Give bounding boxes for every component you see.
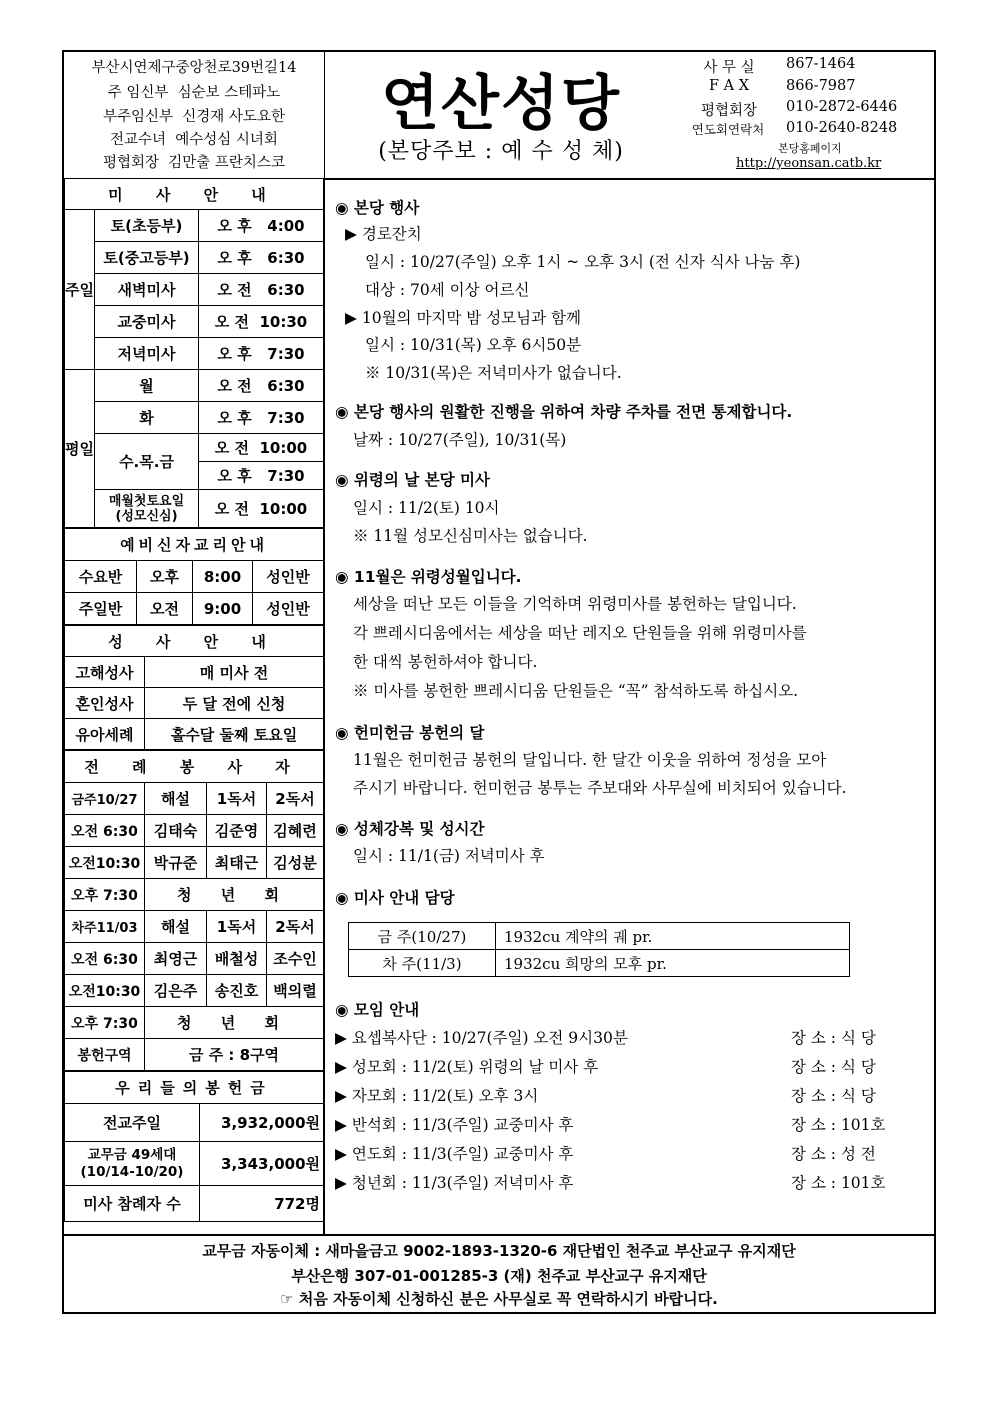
mass-schedule-table [64,178,324,528]
meeting-item: ▶ 청년회 : 11/3(주일) 저녁미사 후 장 소 : 101호 [335,1174,886,1192]
ministry-col: 해설 [145,911,207,943]
bulletin-page [62,50,936,1314]
offering-label: 교무금 49세대 (10/14-10/20) [65,1142,200,1186]
ministry-group: 청 년 회 [145,879,324,911]
ministry-person: 김은주 [145,975,207,1007]
notice-line: 날짜 : 10/27(주일), 10/31(목) [353,431,567,449]
notice-heading: ◉ 헌미헌금 봉헌의 달 [335,724,485,742]
footer-line: ☞ 처음 자동이체 신청하신 분은 사무실로 꼭 연락하시기 바랍니다. [280,1290,718,1308]
mass-time: 오 후 6:30 [199,242,324,274]
ministry-table [64,750,324,1071]
catechumen-title: 예비신자교리안내 [65,529,324,561]
ministry-person: 배철성 [207,943,267,975]
ministry-time: 오전10:30 [65,847,145,879]
notice-line: ※ 11월 성모신심미사는 없습니다. [353,527,588,545]
left-sidebar [64,178,325,1234]
class-ampm: 오전 [137,593,193,625]
notice-line: ▶ 10월의 마지막 밤 성모님과 함께 [345,309,581,327]
meeting-item: ▶ 요셉복사단 : 10/27(주일) 오전 9시30분 장 소 : 식 당 [335,1029,876,1047]
sacrament-name: 혼인성사 [65,688,145,719]
offering-table [64,1071,324,1222]
mass-name: 새벽미사 [95,274,199,306]
ministry-week: 차주11/03 [65,911,145,943]
notice-heading: ◉ 11월은 위령성월입니다. [335,568,522,586]
offering-area-value: 금 주 : 8구역 [145,1039,324,1071]
ministry-person: 김혜련 [267,815,324,847]
notice-line: ※ 미사를 봉헌한 쁘레시디움 단원들은 “꼭” 참석하도록 하십시오. [353,682,799,700]
mass-name: 토(초등부) [95,210,199,242]
sacrament-value: 홀수달 둘째 토요일 [145,719,324,750]
class-name: 수요반 [65,561,137,593]
notice-line: ※ 10/31(목)은 저녁미사가 없습니다. [365,364,622,382]
homepage-label: 본당홈페이지 [778,142,842,155]
mass-name: 토(중고등부) [95,242,199,274]
meeting-item: ▶ 반석회 : 11/3(주일) 교중미사 후 장 소 : 101호 [335,1116,886,1134]
ministry-col: 2독서 [267,783,324,815]
notice-line: 각 쁘레시디움에서는 세상을 떠난 레지오 단원들을 위해 위령미사를 [353,624,807,642]
mass-time: 오 후 4:00 [199,210,324,242]
ministry-time: 오전 6:30 [65,943,145,975]
guide-week: 금 주(10/27) [349,923,496,950]
ministry-person: 최영근 [145,943,207,975]
class-ampm: 오후 [137,561,193,593]
notice-heading: ◉ 모임 안내 [335,1001,420,1019]
ministry-person: 김준영 [207,815,267,847]
mass-name: 저녁미사 [95,338,199,370]
ministry-time: 오전10:30 [65,975,145,1007]
sacrament-value: 매 미사 전 [145,657,324,688]
offering-value: 3,932,000원 [200,1104,324,1142]
offering-value: 3,343,000원 [200,1142,324,1186]
ministry-person: 박규준 [145,847,207,879]
footer-line: 부산은행 307-01-001285-3 (재) 천주교 부산교구 유지재단 [291,1267,707,1285]
mass-time: 오 전 6:30 [199,370,324,402]
guide-group: 1932cu 계약의 궤 pr. [496,923,850,950]
ministry-col: 2독서 [267,911,324,943]
ministry-person: 조수인 [267,943,324,975]
guide-week: 차 주(11/3) [349,950,496,977]
mass-time: 오 전 10:30 [199,306,324,338]
notice-line: ▶ 경로잔치 [345,225,422,243]
mass-time: 오 후 7:30 [199,462,324,490]
bulletin-header [64,52,934,180]
staff-line: 부주임신부 신경재 사도요한 [103,109,285,125]
staff-line: 주 임신부 심순보 스테파노 [107,85,281,101]
ministry-time: 오전 6:30 [65,815,145,847]
notice-line: 일시 : 10/31(목) 오후 6시50분 [365,336,582,354]
mass-name: 화 [95,402,199,434]
class-time: 8:00 [193,561,253,593]
bulletin-title: 연산성당 [381,69,621,139]
class-target: 성인반 [253,593,324,625]
staff-line: 평협회장 김만출 프란치스코 [103,155,285,171]
meeting-item: ▶ 자모회 : 11/2(토) 오후 3시 장 소 : 식 당 [335,1087,876,1105]
contact-info: 사 무 실 867-1464 F A X 866-7987 평협회장 010-2872-6446 연도회연락처 010-2640-8248 본당홈페이지 http://yeonsan.catb.kr [691,56,898,171]
mass-guide-table [348,922,850,977]
ministry-time: 오후 7:30 [65,879,145,911]
mass-time: 오 전 10:00 [199,490,324,528]
notice-line: 일시 : 11/2(토) 10시 [353,499,500,517]
mass-name: 수.목.금 [95,434,199,490]
parish-address: 부산시연제구중앙천로39번길14 [91,60,297,76]
ministry-title: 전 례 봉 사 자 [65,751,324,783]
weekday-label: 평일 [65,370,95,528]
notice-line: 일시 : 11/1(금) 저녁미사 후 [353,847,545,865]
offering-area-label: 봉헌구역 [65,1039,145,1071]
mass-schedule-title: 미 사 안 내 [65,179,324,210]
mass-name: 교중미사 [95,306,199,338]
ministry-group: 청 년 회 [145,1007,324,1039]
class-name: 주일반 [65,593,137,625]
sacrament-name: 유아세례 [65,719,145,750]
notice-heading: ◉ 미사 안내 담당 [335,889,455,907]
meeting-item: ▶ 성모회 : 11/2(토) 위령의 날 미사 후 장 소 : 식 당 [335,1058,876,1076]
notice-line: 대상 : 70세 이상 어르신 [365,281,530,299]
ministry-person: 김성분 [267,847,324,879]
meeting-item: ▶ 연도회 : 11/3(주일) 교중미사 후 장 소 : 성 전 [335,1145,876,1163]
footer-line: 교무금 자동이체 : 새마을금고 9002-1893-1320-6 재단법인 천주교 부산교구 유지재단 [202,1242,796,1260]
parish-info [64,52,325,178]
class-time: 9:00 [193,593,253,625]
bulletin-subtitle: (본당주보 : 예 수 성 체) [378,139,624,164]
homepage-link[interactable]: http://yeonsan.catb.kr [736,156,882,171]
ministry-person: 백의렬 [267,975,324,1007]
class-target: 성인반 [253,561,324,593]
ministry-col: 1독서 [207,911,267,943]
mass-name: 매월첫토요일 (성모신심) [95,490,199,528]
notice-line: 세상을 떠난 모든 이들을 기억하며 위령미사를 봉헌하는 달입니다. [353,595,797,613]
sunday-label: 주일 [65,210,95,370]
offering-title: 우리들의봉헌금 [65,1072,324,1104]
notice-heading: ◉ 본당 행사의 원활한 진행을 위하여 차량 주차를 전면 통제합니다. [335,403,793,421]
ministry-time: 오후 7:30 [65,1007,145,1039]
mass-name: 월 [95,370,199,402]
ministry-person: 김태숙 [145,815,207,847]
offering-label: 미사 참례자 수 [65,1186,200,1222]
notice-heading: ◉ 성체강복 및 성시간 [335,820,485,838]
notice-heading: ◉ 위령의 날 본당 미사 [335,471,490,489]
offering-label: 전교주일 [65,1104,200,1142]
ministry-col: 해설 [145,783,207,815]
notice-heading: ◉ 본당 행사 [335,199,420,217]
donation-footer [64,1234,934,1314]
mass-time: 오 후 7:30 [199,338,324,370]
sacrament-title: 성 사 안 내 [65,626,324,657]
ministry-person: 송진호 [207,975,267,1007]
mass-time: 오 전 6:30 [199,274,324,306]
notice-line: 11월은 헌미헌금 봉헌의 달입니다. 한 달간 이웃을 위하여 정성을 모아 [353,751,827,769]
sacrament-table [64,625,324,750]
notice-line: 주시기 바랍니다. 헌미헌금 봉투는 주보대와 사무실에 비치되어 있습니다. [353,779,847,797]
ministry-person: 최태근 [207,847,267,879]
ministry-col: 1독서 [207,783,267,815]
staff-line: 전교수녀 예수성심 시녀회 [110,132,278,148]
catechumen-table [64,528,324,625]
guide-group: 1932cu 희망의 모후 pr. [496,950,850,977]
offering-value: 772명 [200,1186,324,1222]
sacrament-value: 두 달 전에 신청 [145,688,324,719]
notice-line: 일시 : 10/27(주일) 오후 1시 ~ 오후 3시 (전 신자 식사 나눔 후) [365,253,801,271]
notice-line: 한 대씩 봉헌하셔야 합니다. [353,653,538,671]
sacrament-name: 고해성사 [65,657,145,688]
ministry-week: 금주10/27 [65,783,145,815]
mass-time: 오 전 10:00 [199,434,324,462]
mass-time: 오 후 7:30 [199,402,324,434]
